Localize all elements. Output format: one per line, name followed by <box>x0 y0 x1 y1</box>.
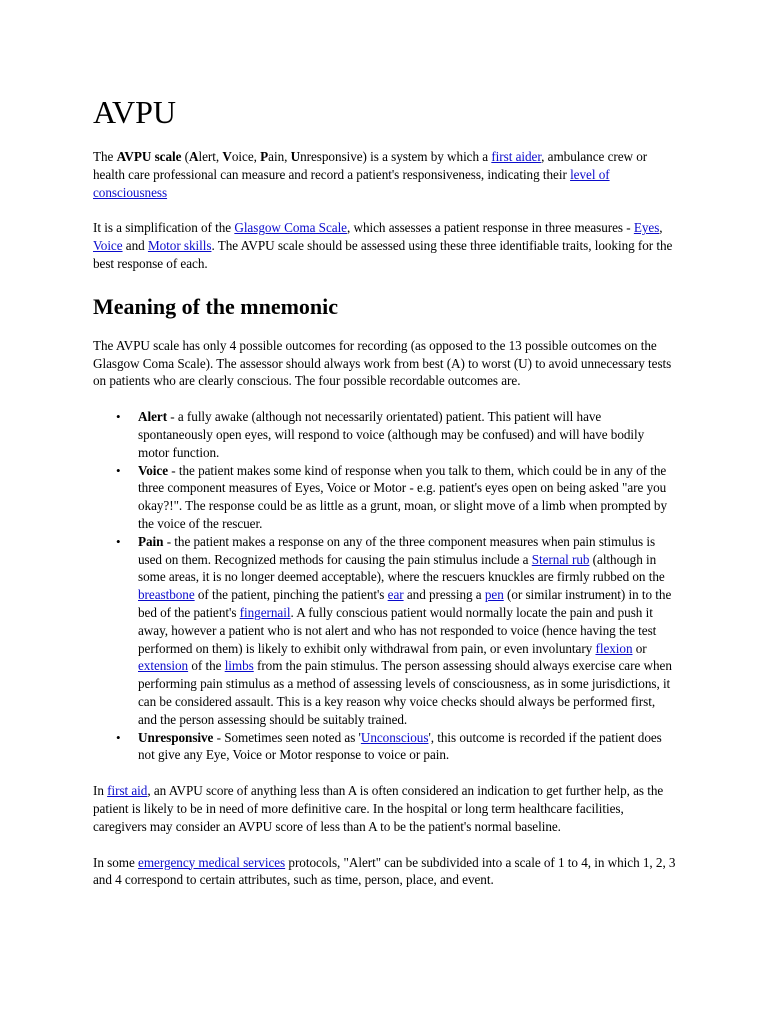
bullet-icon: • <box>116 462 121 478</box>
link-first-aid[interactable]: first aid <box>107 783 148 799</box>
intro-text: The <box>93 149 117 164</box>
para-text: . The AVPU scale should be assessed using these three identifiable traits, looking for the best response of each. <box>93 238 673 271</box>
intro-paragraph <box>93 148 676 201</box>
link-first-aider[interactable]: first aider <box>491 149 542 164</box>
link-glasgow-coma-scale[interactable]: Glasgow Coma Scale <box>234 220 347 236</box>
list-text: of the <box>188 658 225 674</box>
section-heading: Meaning of the mnemonic <box>93 293 339 319</box>
list-text: or <box>632 640 647 656</box>
para-text: In <box>93 783 108 799</box>
list-text: - the patient makes a response on any of the three component measures when pain stimulus is used on them. Recognized methods for causing the pain stimulus include a <box>138 533 656 567</box>
list-text: of the patient, pinching the patient's <box>194 587 388 603</box>
link-fingernail[interactable]: fingernail <box>239 604 291 620</box>
link-emergency-medical-services[interactable]: emergency medical services <box>138 854 286 870</box>
list-term: Voice <box>138 462 169 478</box>
link-motor-skills[interactable]: Motor skills <box>147 238 212 254</box>
intro-text: lert, <box>198 149 223 164</box>
link-breastbone[interactable]: breastbone <box>138 587 195 603</box>
list-text: (or similar instrument) in to the bed of the patient's <box>138 587 672 620</box>
para-text: and <box>122 238 148 254</box>
list-text: . A fully conscious patient would normally locate the pain and push it away, however a patient who is not alert and who has not responded to voice (hence having the test performed on them) is likely to exhibit only withdrawal from pain, or even involuntary <box>138 604 657 656</box>
list-text: - Sometimes seen noted as ' <box>213 729 361 745</box>
list-text: ', this outcome is recorded if the patient does not give any Eye, Voice or Motor response to voice or pain. <box>138 729 662 763</box>
intro-bold-letter-u: U <box>290 149 301 164</box>
intro-text: ain, <box>268 149 291 164</box>
link-eyes[interactable]: Eyes <box>633 220 660 236</box>
intro-text: ( <box>181 149 190 164</box>
para-text: , an AVPU score of anything less than A is often considered an indication to get further help, as the patient is likely to be in need of more definitive care. In the hospital or long term healthcare facilities, caregivers may consider an AVPU score of less than A to be the patient's normal baseline. <box>93 783 664 834</box>
page-title: AVPU <box>93 94 176 130</box>
link-pen[interactable]: pen <box>484 587 504 603</box>
intro-bold-letter-p: P <box>260 149 269 164</box>
list-term: Pain <box>138 533 164 549</box>
list-item-alert <box>116 408 676 461</box>
outcomes-paragraph: The AVPU scale has only 4 possible outcomes for recording (as opposed to the 13 possible outcomes on the Glasgow Coma Scale). The assessor should always work from best (A) to worst (U) to avoid unnecessary tests on patients who are clearly conscious. The four possible recordable outcomes are. <box>93 337 672 389</box>
intro-text: oice, <box>231 149 261 164</box>
link-unconscious[interactable]: Unconscious <box>360 729 429 745</box>
bullet-icon: • <box>116 729 121 745</box>
list-term: Unresponsive <box>138 729 214 745</box>
para-text: In some <box>93 854 139 870</box>
list-text: (although in some areas, it is no longer deemed acceptable), where the rescuers knuckles are firmly rubbed on the <box>138 551 665 585</box>
list-text: - the patient makes some kind of response when you talk to them, which could be in any of the three component measures of Eyes, Voice or Motor - e.g. patient's eyes open on being asked "are you okay?!". The response could be as little as a grunt, moan, or slight move of a limb when prompted by the voice of the rescuer. <box>138 462 667 531</box>
list-item-voice <box>116 462 676 533</box>
list-text: from the pain stimulus. The person assessing should always exercise care when performing pain stimulus as a method of assessing levels of consciousness, as in some jurisdictions, it can be considered assault. This is a key reason why voice checks should always be performed first, and the person assessing should be suitably trained. <box>138 658 672 727</box>
ems-paragraph <box>93 854 676 890</box>
list-text: and pressing a <box>403 587 485 603</box>
para-text: It is a simplification of the <box>93 220 235 236</box>
para-text: protocols, "Alert" can be subdivided into a scale of 1 to 4, in which 1, 2, 3 and 4 correspond to certain attributes, such as time, person, place, and event. <box>93 854 676 888</box>
link-flexion[interactable]: flexion <box>595 640 633 656</box>
bullet-icon: • <box>116 533 121 549</box>
intro-text: nresponsive) is a system by which a <box>300 149 492 164</box>
link-extension[interactable]: extension <box>138 658 189 674</box>
link-limbs[interactable]: limbs <box>224 658 254 674</box>
simplification-paragraph <box>93 219 676 272</box>
intro-bold-letter-a: A <box>189 149 199 164</box>
link-level-of-consciousness[interactable]: level of consciousness <box>93 166 610 200</box>
intro-text: , ambulance crew or health care professional can measure and record a patient's responsiveness, indicating their <box>93 149 648 182</box>
para-text: , which assesses a patient response in three measures - <box>346 220 634 236</box>
link-voice[interactable]: Voice <box>93 238 123 254</box>
list-item-pain <box>116 533 676 729</box>
para-text: , <box>659 220 663 236</box>
outcomes-list <box>93 408 676 764</box>
intro-bold-letter-v: V <box>222 149 232 164</box>
intro-bold-term: AVPU scale <box>116 149 182 164</box>
list-item-unresponsive <box>116 729 676 765</box>
list-term: Alert <box>138 409 168 425</box>
first-aid-paragraph <box>93 782 676 835</box>
bullet-icon: • <box>116 409 121 425</box>
list-text: - a fully awake (although not necessarily orientated) patient. This patient will have spontaneously open eyes, will respond to voice (although may be confused) and will have bodily motor function. <box>138 409 645 460</box>
link-ear[interactable]: ear <box>387 587 404 603</box>
link-sternal-rub[interactable]: Sternal rub <box>531 551 590 567</box>
